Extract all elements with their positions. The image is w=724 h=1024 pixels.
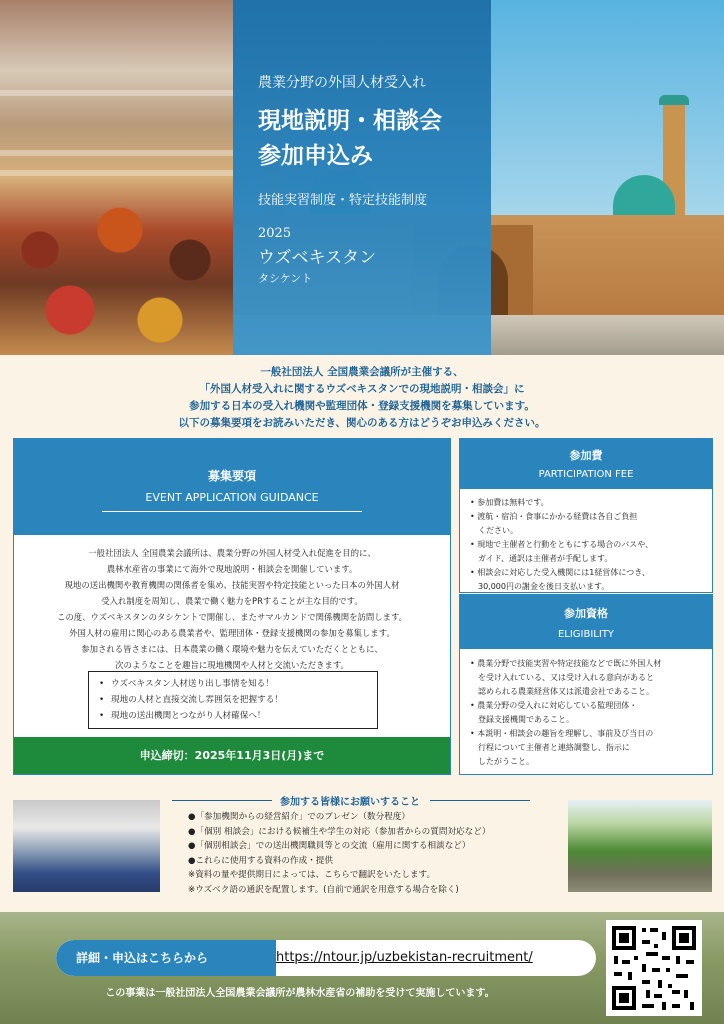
hero-title-line2: 参加申込み <box>258 141 373 169</box>
hero-country: ウズベキスタン <box>258 248 377 268</box>
guidance-line: 受入れ制度を周知し、農業で働く魅力をPRすることが主な目的です。 <box>101 596 363 606</box>
guidance-line: この度、ウズベキスタンのタシケントで開催し、またサマルカンドで関係機関を訪問します。 <box>56 612 408 622</box>
deadline-banner: 申込締切：2025年11月3日(月)まで <box>14 737 450 774</box>
guidance-line: 参加される皆さまには、日本農業の働く環境や魅力を伝えていただくとともに、 <box>81 644 383 654</box>
guidance-body <box>20 545 444 673</box>
hero-title <box>258 104 488 173</box>
hero-subtitle: 農業分野の外国人材受入れ <box>258 75 426 91</box>
fee-item: ガイド、通訳は主催者が手配します。 <box>470 554 613 563</box>
fee-title-en: PARTICIPATION FEE <box>538 469 634 480</box>
eligibility-title-en: ELIGIBILITY <box>557 629 615 640</box>
hero-city: タシケント <box>258 272 313 285</box>
footer-note: この事業は一般社団法人全国農業会議所が農林水産省の補助を受けて実施しています。 <box>105 988 495 999</box>
eligibility-item: を受け入れている、又は受け入れる意向があると <box>470 673 654 682</box>
eligibility-box <box>459 594 713 775</box>
detail-label: 詳細・申込はこちらから <box>56 940 276 976</box>
fee-item: • 現地で主催者と行動をともにする場合のバスや、 <box>470 540 654 549</box>
intro-line: 一般社団法人 全国農業会議所が主催する、 <box>260 366 464 378</box>
eligibility-title-ja: 参加資格 <box>564 607 608 620</box>
guidance-line: 現地の送出機関や教育機関の関係者を集め、技能実習や特定技能といった日本の外国人材 <box>64 580 400 590</box>
market-photo <box>0 0 233 355</box>
guidance-bullet: • 現地の送出機関とつながり人材確保へ！ <box>89 708 377 724</box>
eligibility-item: • 農業分野の受入れに対応している監理団体・ <box>470 701 638 710</box>
eligibility-list <box>470 657 708 769</box>
hero-title-line1: 現地説明・相談会 <box>258 107 442 134</box>
request-item: ※資料の量や提供期日によっては、こちらで翻訳をいたします。 <box>188 870 436 881</box>
fee-header <box>460 439 712 489</box>
guidance-title-ja: 募集要項 <box>207 469 256 483</box>
guidance-bullet: • 現地の人材と直接交流し雰囲気を把握する！ <box>89 692 377 708</box>
eligibility-item: • 農業分野で技能実習や特定技能などで既に外国人材 <box>470 659 662 668</box>
fee-item: • 相談会に対応した受入機関には1経営体につき、 <box>470 568 650 577</box>
guidance-header <box>14 439 450 535</box>
fee-item: • 参加費は無料です。 <box>470 498 549 507</box>
guidance-divider <box>102 511 362 512</box>
fee-list <box>470 496 708 594</box>
guidance-line: 次のようなことを趣旨に現地機関や人材と交流いただきます。 <box>115 660 349 670</box>
guidance-bullets <box>88 671 378 729</box>
request-rule-right <box>430 800 530 801</box>
hero-banner <box>0 0 724 355</box>
meeting-photo <box>13 800 160 892</box>
eligibility-item: 行程について主催者と連絡調整し、指示に <box>470 743 630 752</box>
request-rule-left <box>172 800 272 801</box>
qr-code <box>606 920 702 1016</box>
fee-item: ください。 <box>470 526 518 535</box>
intro-text <box>0 364 724 432</box>
request-item: ●「個別 相談会」における候補生や学生の対応（参加者からの質問対応など） <box>188 826 491 837</box>
request-title-block <box>150 793 550 808</box>
eligibility-item: 認められる農業経営体又は派遣会社であること。 <box>470 687 654 696</box>
intro-line: 参加する日本の受入れ機関や監理団体・登録支援機関を募集しています。 <box>189 400 535 412</box>
guidance-line: 外国人材の雇用に関心のある農業者や、監理団体・登録支援機関の参加を募集します。 <box>69 628 395 638</box>
fee-item: 30,000円の謝金を後日支払います。 <box>470 582 610 591</box>
fee-title-ja: 参加費 <box>569 449 603 462</box>
request-title: 参加する皆様にお願いすること <box>280 797 420 808</box>
hero-title-block <box>258 72 488 286</box>
hero-programs: 技能実習制度・特定技能制度 <box>258 193 428 208</box>
fee-item: • 渡航・宿泊・食事にかかる経費は各自ご負担 <box>470 512 638 521</box>
intro-line: 「外国人材受入れに関するウズベキスタンでの現地説明・相談会」に <box>199 383 525 395</box>
guidance-line: 農林水産省の事業にて海外で現地説明・相談会を開催しています。 <box>106 564 358 574</box>
request-item: ※ウズベク語の通訳を配置します。(自前で通訳を用意する場合を除く) <box>188 884 459 895</box>
guidance-bullet: • ウズベキスタン人材送り出し事情を知る！ <box>89 676 377 692</box>
intro-line: 以下の募集要項をお読みいただき、関心のある方はどうぞお申込みください。 <box>178 417 546 429</box>
eligibility-item: 登録支援機関であること。 <box>470 715 574 724</box>
eligibility-item: • 本説明・相談会の趣旨を理解し、事前及び当日の <box>470 729 654 738</box>
qr-code-graphic <box>606 920 702 1016</box>
eligibility-item: したがうこと。 <box>470 757 534 766</box>
detail-url-link[interactable]: https://ntour.jp/uzbekistan-recruitment/ <box>276 950 533 965</box>
eligibility-header <box>460 595 712 649</box>
hero-year: 2025 <box>258 226 292 241</box>
farm-visit-photo <box>568 800 712 892</box>
request-item: ●これらに使用する資料の作成・提供 <box>188 855 333 866</box>
request-list <box>188 810 558 898</box>
guidance-line: 一般社団法人 全国農業会議所は、農業分野の外国人材受入れ促進を目的に、 <box>88 548 376 558</box>
request-item: ●「個別相談会」での送出機関職員等との交流（雇用に関する相談など） <box>188 841 471 852</box>
guidance-title-en: EVENT APPLICATION GUIDANCE <box>145 491 319 504</box>
guidance-box <box>13 438 451 775</box>
detail-link-bar[interactable] <box>56 940 596 976</box>
request-item: ●「参加機関からの経営紹介」でのプレゼン（数分程度） <box>188 812 410 822</box>
fee-box <box>459 438 713 593</box>
